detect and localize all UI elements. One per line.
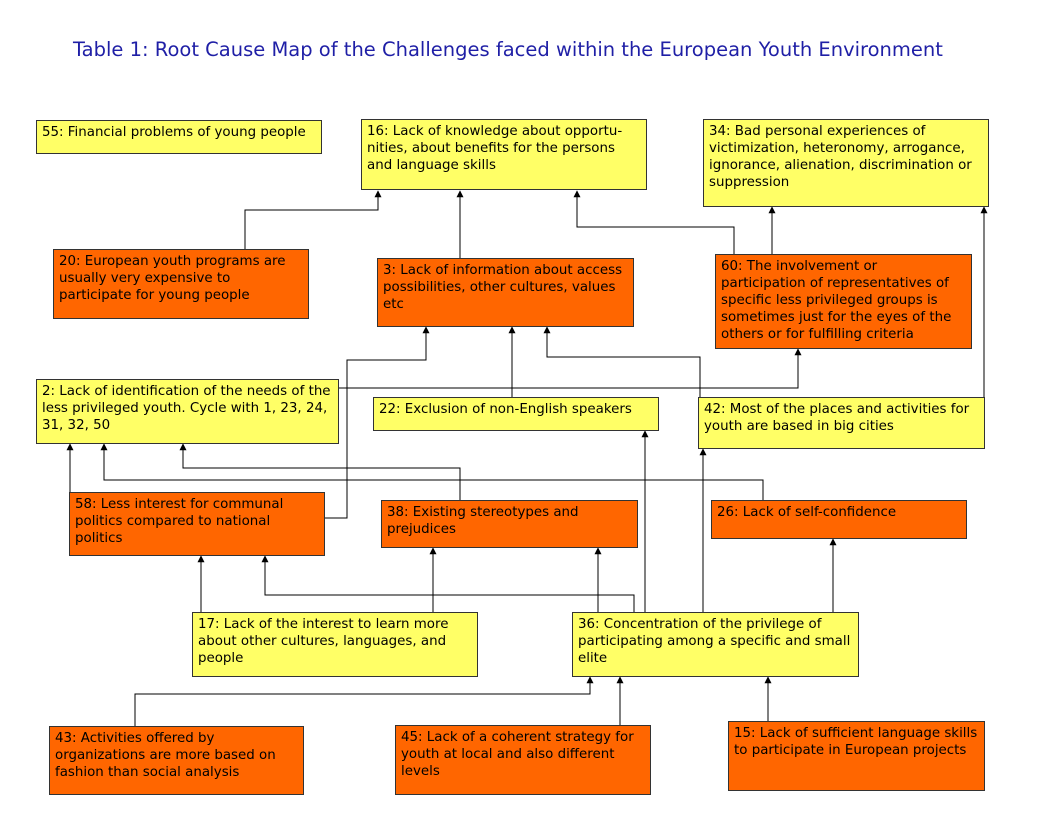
node-22: 22: Exclusion of non-English speakers: [373, 397, 659, 431]
node-3: 3: Lack of information about access possibilities, other cultures, values etc: [377, 258, 634, 327]
node-43: 43: Activities offered by organizations are more based on fashion than social analysis: [49, 726, 304, 795]
edge-42-3: [547, 327, 700, 397]
node-26: 26: Lack of self-confidence: [711, 500, 967, 539]
node-15: 15: Lack of sufficient language skills to participate in European projects: [728, 721, 985, 791]
page-title: Table 1: Root Cause Map of the Challenges faced within the European Youth Environment: [73, 38, 943, 61]
node-38: 38: Existing stereotypes and prejudices: [381, 500, 638, 548]
node-17: 17: Lack of the interest to learn more about other cultures, languages, and people: [192, 612, 478, 677]
node-16: 16: Lack of knowledge about opportu-nities, about benefits for the persons and language skills: [361, 119, 647, 190]
node-20: 20: European youth programs are usually very expensive to participate for young people: [53, 249, 309, 319]
node-2: 2: Lack of identification of the needs of the less privileged youth. Cycle with 1, 23, 24, 31, 32, 50: [36, 379, 339, 444]
node-45: 45: Lack of a coherent strategy for youth at local and also different levels: [395, 725, 651, 795]
node-60: 60: The involvement or participation of representatives of specific less privileged groups is sometimes just for the eyes of the others or for fulfilling criteria: [715, 254, 972, 349]
edge-2-60: [338, 349, 798, 388]
edge-43-36: [135, 677, 590, 726]
node-36: 36: Concentration of the privilege of participating among a specific and small elite: [572, 612, 859, 677]
node-42: 42: Most of the places and activities for youth are based in big cities: [698, 397, 985, 449]
edge-36-58: [265, 556, 634, 612]
node-55: 55: Financial problems of young people: [36, 120, 322, 154]
node-34: 34: Bad personal experiences of victimization, heteronomy, arrogance, ignorance, alienation, discrimination or suppression: [703, 119, 989, 207]
node-58: 58: Less interest for communal politics compared to national politics: [69, 492, 325, 556]
edge-20-16: [245, 191, 378, 249]
